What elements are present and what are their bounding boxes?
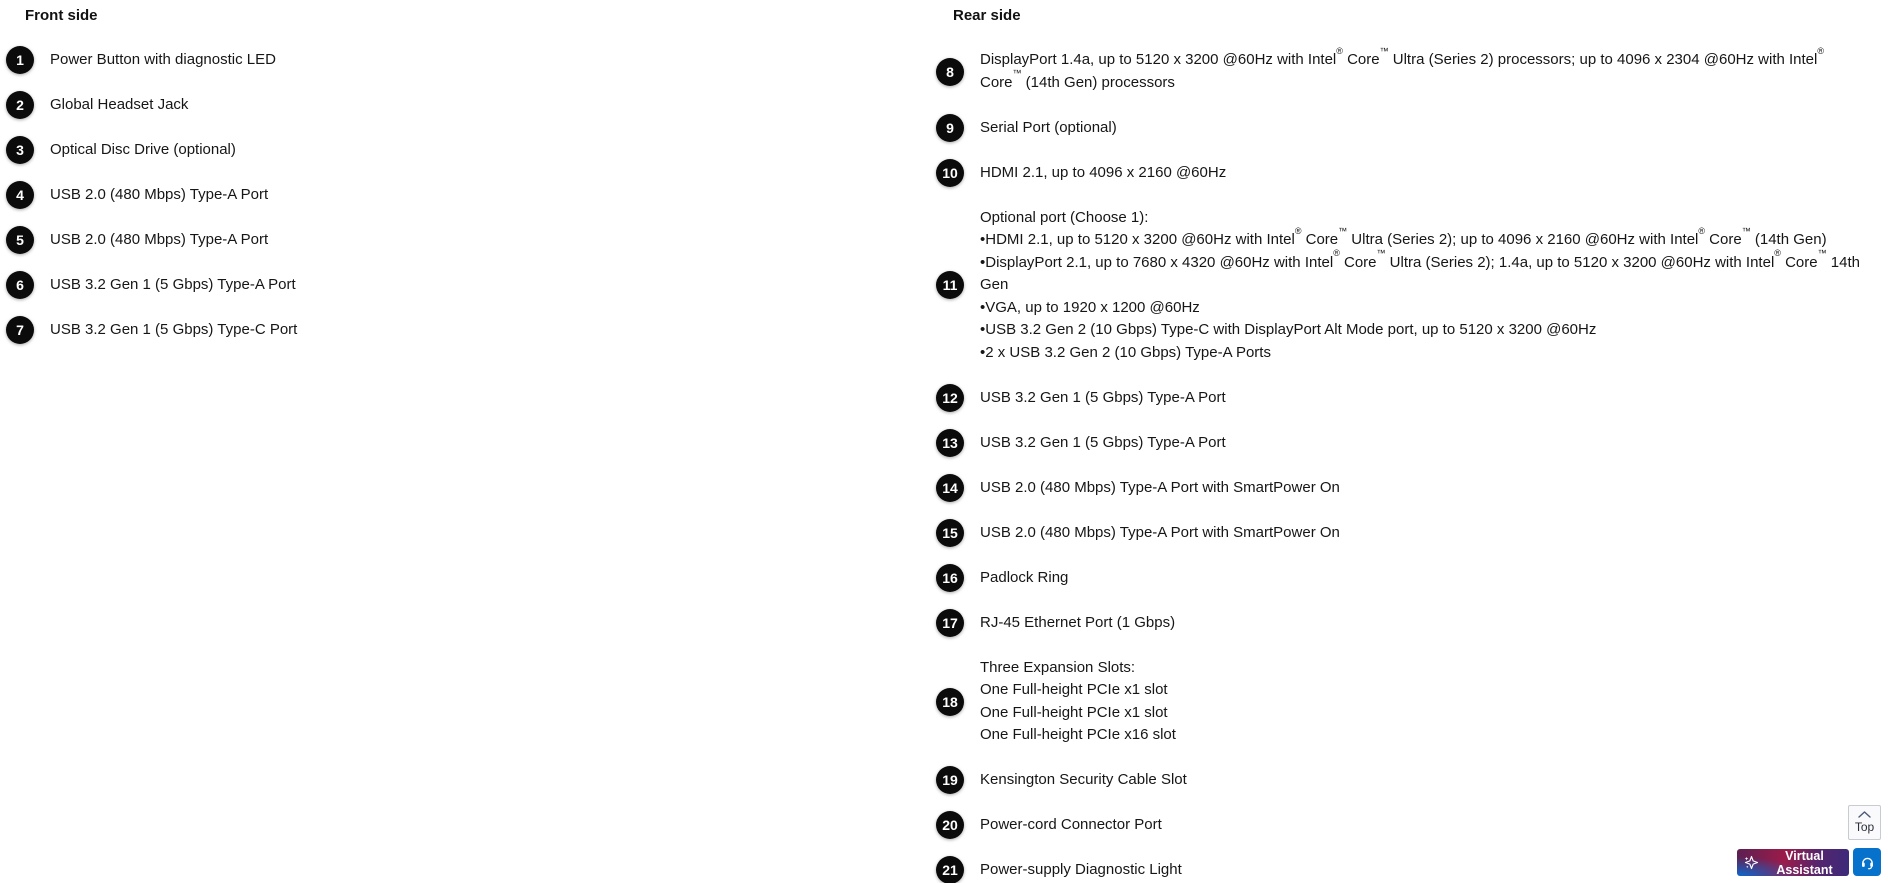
callout-number: 21 xyxy=(942,862,958,879)
port-description: USB 2.0 (480 Mbps) Type-A Port with SmartPower On xyxy=(980,478,1340,496)
front-side-heading: Front side xyxy=(25,7,98,24)
callout-number-badge xyxy=(6,136,34,164)
callout-number-badge xyxy=(936,609,964,637)
front-side-section xyxy=(6,0,776,364)
callout-number-badge xyxy=(936,811,964,839)
port-description: USB 3.2 Gen 1 (5 Gbps) Type-A Port xyxy=(980,388,1226,406)
port-description: Optical Disc Drive (optional) xyxy=(50,141,236,158)
port-description: USB 3.2 Gen 1 (5 Gbps) Type-A Port xyxy=(50,276,296,293)
virtual-assistant-label: Virtual Assistant xyxy=(1776,848,1833,877)
port-description: USB 3.2 Gen 1 (5 Gbps) Type-A Port xyxy=(980,433,1226,451)
port-list-item xyxy=(6,274,776,297)
callout-number-badge xyxy=(6,316,34,344)
virtual-assistant-button[interactable] xyxy=(1737,849,1849,876)
callout-number: 13 xyxy=(942,434,958,451)
callout-number-badge xyxy=(936,429,964,457)
rear-side-list xyxy=(936,45,1864,882)
port-description: Global Headset Jack xyxy=(50,96,189,113)
callout-number: 1 xyxy=(16,52,24,69)
callout-number: 17 xyxy=(942,614,958,631)
port-description: DisplayPort 1.4a, up to 5120 x 3200 @60Hz with Intel® Core™ Ultra (Series 2) processors; up to 4096 x 2304 @60Hz with Intel® Core™ (14th Gen) processors xyxy=(980,45,1824,91)
port-description: Optional port (Choose 1): •HDMI 2.1, up to 5120 x 3200 @60Hz with Intel® Core™ Ultra (Series 2); up to 4096 x 2160 @60Hz with Intel® Core™ (14th Gen) •DisplayPort 2.1, up to 7680 x 4320 @60Hz with Intel® Core™ Ultra (Series 2); 1.4a, up to 5120 x 3200 @60Hz with Intel® Core™ 14th Gen •VGA, up to 1920 x 1200 @60Hz •USB 3.2 Gen 2 (10 Gbps) Type-C with DisplayPort Alt Mode port, up to 5120 x 3200 @60Hz •2 x USB 3.2 Gen 2 (10 Gbps) Type-A Ports xyxy=(980,208,1860,361)
port-list-item xyxy=(6,94,776,117)
callout-number-badge xyxy=(936,114,964,142)
callout-number-badge xyxy=(6,181,34,209)
port-description: Power Button with diagnostic LED xyxy=(50,51,276,68)
callout-number: 18 xyxy=(942,693,958,710)
port-list-item xyxy=(6,184,776,207)
sparkle-icon xyxy=(1743,854,1760,871)
port-list-item xyxy=(936,207,1864,365)
port-description: USB 2.0 (480 Mbps) Type-A Port with SmartPower On xyxy=(980,523,1340,541)
port-list-item xyxy=(936,45,1864,94)
port-list-item xyxy=(936,387,1864,410)
callout-number: 5 xyxy=(16,232,24,249)
port-list-item xyxy=(936,432,1864,455)
port-list-item xyxy=(936,859,1864,882)
port-list-item xyxy=(6,319,776,342)
port-description: Padlock Ring xyxy=(980,568,1069,586)
port-description: Power-supply Diagnostic Light xyxy=(980,861,1182,878)
callout-number: 6 xyxy=(16,277,24,294)
headset-icon xyxy=(1860,855,1875,870)
callout-number-badge xyxy=(936,856,964,883)
callout-number: 9 xyxy=(946,119,954,136)
port-list-item xyxy=(6,49,776,72)
port-list-item xyxy=(936,567,1864,590)
callout-number: 20 xyxy=(942,817,958,834)
rear-side-section xyxy=(936,0,1864,883)
port-description: Kensington Security Cable Slot xyxy=(980,771,1187,788)
chevron-up-icon xyxy=(1858,811,1871,818)
callout-number: 2 xyxy=(16,97,24,114)
callout-number: 7 xyxy=(16,322,24,339)
rear-side-heading: Rear side xyxy=(953,7,1021,24)
port-list-item xyxy=(6,229,776,252)
callout-number: 3 xyxy=(16,142,24,159)
port-list-item xyxy=(6,139,776,162)
port-list-item xyxy=(936,522,1864,545)
callout-number: 4 xyxy=(16,187,24,204)
port-description: RJ-45 Ethernet Port (1 Gbps) xyxy=(980,613,1176,631)
callout-number: 19 xyxy=(942,772,958,789)
port-list-item xyxy=(936,814,1864,837)
callout-number-badge xyxy=(936,474,964,502)
front-side-list xyxy=(6,49,776,342)
callout-number-badge xyxy=(936,564,964,592)
port-list-item xyxy=(936,162,1864,185)
callout-number: 8 xyxy=(946,63,954,80)
port-list-item xyxy=(936,769,1864,792)
callout-number: 16 xyxy=(942,569,958,586)
callout-number: 14 xyxy=(942,479,958,496)
support-headset-button[interactable] xyxy=(1853,848,1881,876)
callout-number-badge xyxy=(936,766,964,794)
back-to-top-label: Top xyxy=(1854,820,1875,834)
port-description: Three Expansion Slots: One Full-height PCIe x1 slot One Full-height PCIe x1 slot One Full-height PCIe x16 slot xyxy=(980,658,1176,743)
callout-number-badge xyxy=(936,384,964,412)
port-description: USB 2.0 (480 Mbps) Type-A Port xyxy=(50,231,269,248)
callout-number-badge xyxy=(936,271,964,299)
callout-number: 10 xyxy=(942,164,958,181)
callout-number: 11 xyxy=(942,277,958,294)
port-description: Power-cord Connector Port xyxy=(980,816,1162,833)
callout-number-badge xyxy=(936,159,964,187)
port-list-item xyxy=(936,612,1864,635)
port-description: Serial Port (optional) xyxy=(980,118,1117,136)
callout-number-badge xyxy=(936,519,964,547)
callout-number-badge xyxy=(6,91,34,119)
port-list-item xyxy=(936,657,1864,747)
callout-number: 15 xyxy=(942,524,958,541)
back-to-top-button[interactable] xyxy=(1848,805,1881,840)
port-description: USB 2.0 (480 Mbps) Type-A Port xyxy=(50,186,269,203)
callout-number-badge xyxy=(936,688,964,716)
port-description: USB 3.2 Gen 1 (5 Gbps) Type-C Port xyxy=(50,321,298,338)
callout-number-badge xyxy=(6,271,34,299)
callout-number-badge xyxy=(6,226,34,254)
callout-number-badge xyxy=(6,46,34,74)
port-list-item xyxy=(936,117,1864,140)
port-description: HDMI 2.1, up to 4096 x 2160 @60Hz xyxy=(980,163,1227,181)
callout-number-badge xyxy=(936,58,964,86)
callout-number: 12 xyxy=(942,389,958,406)
port-list-item xyxy=(936,477,1864,500)
